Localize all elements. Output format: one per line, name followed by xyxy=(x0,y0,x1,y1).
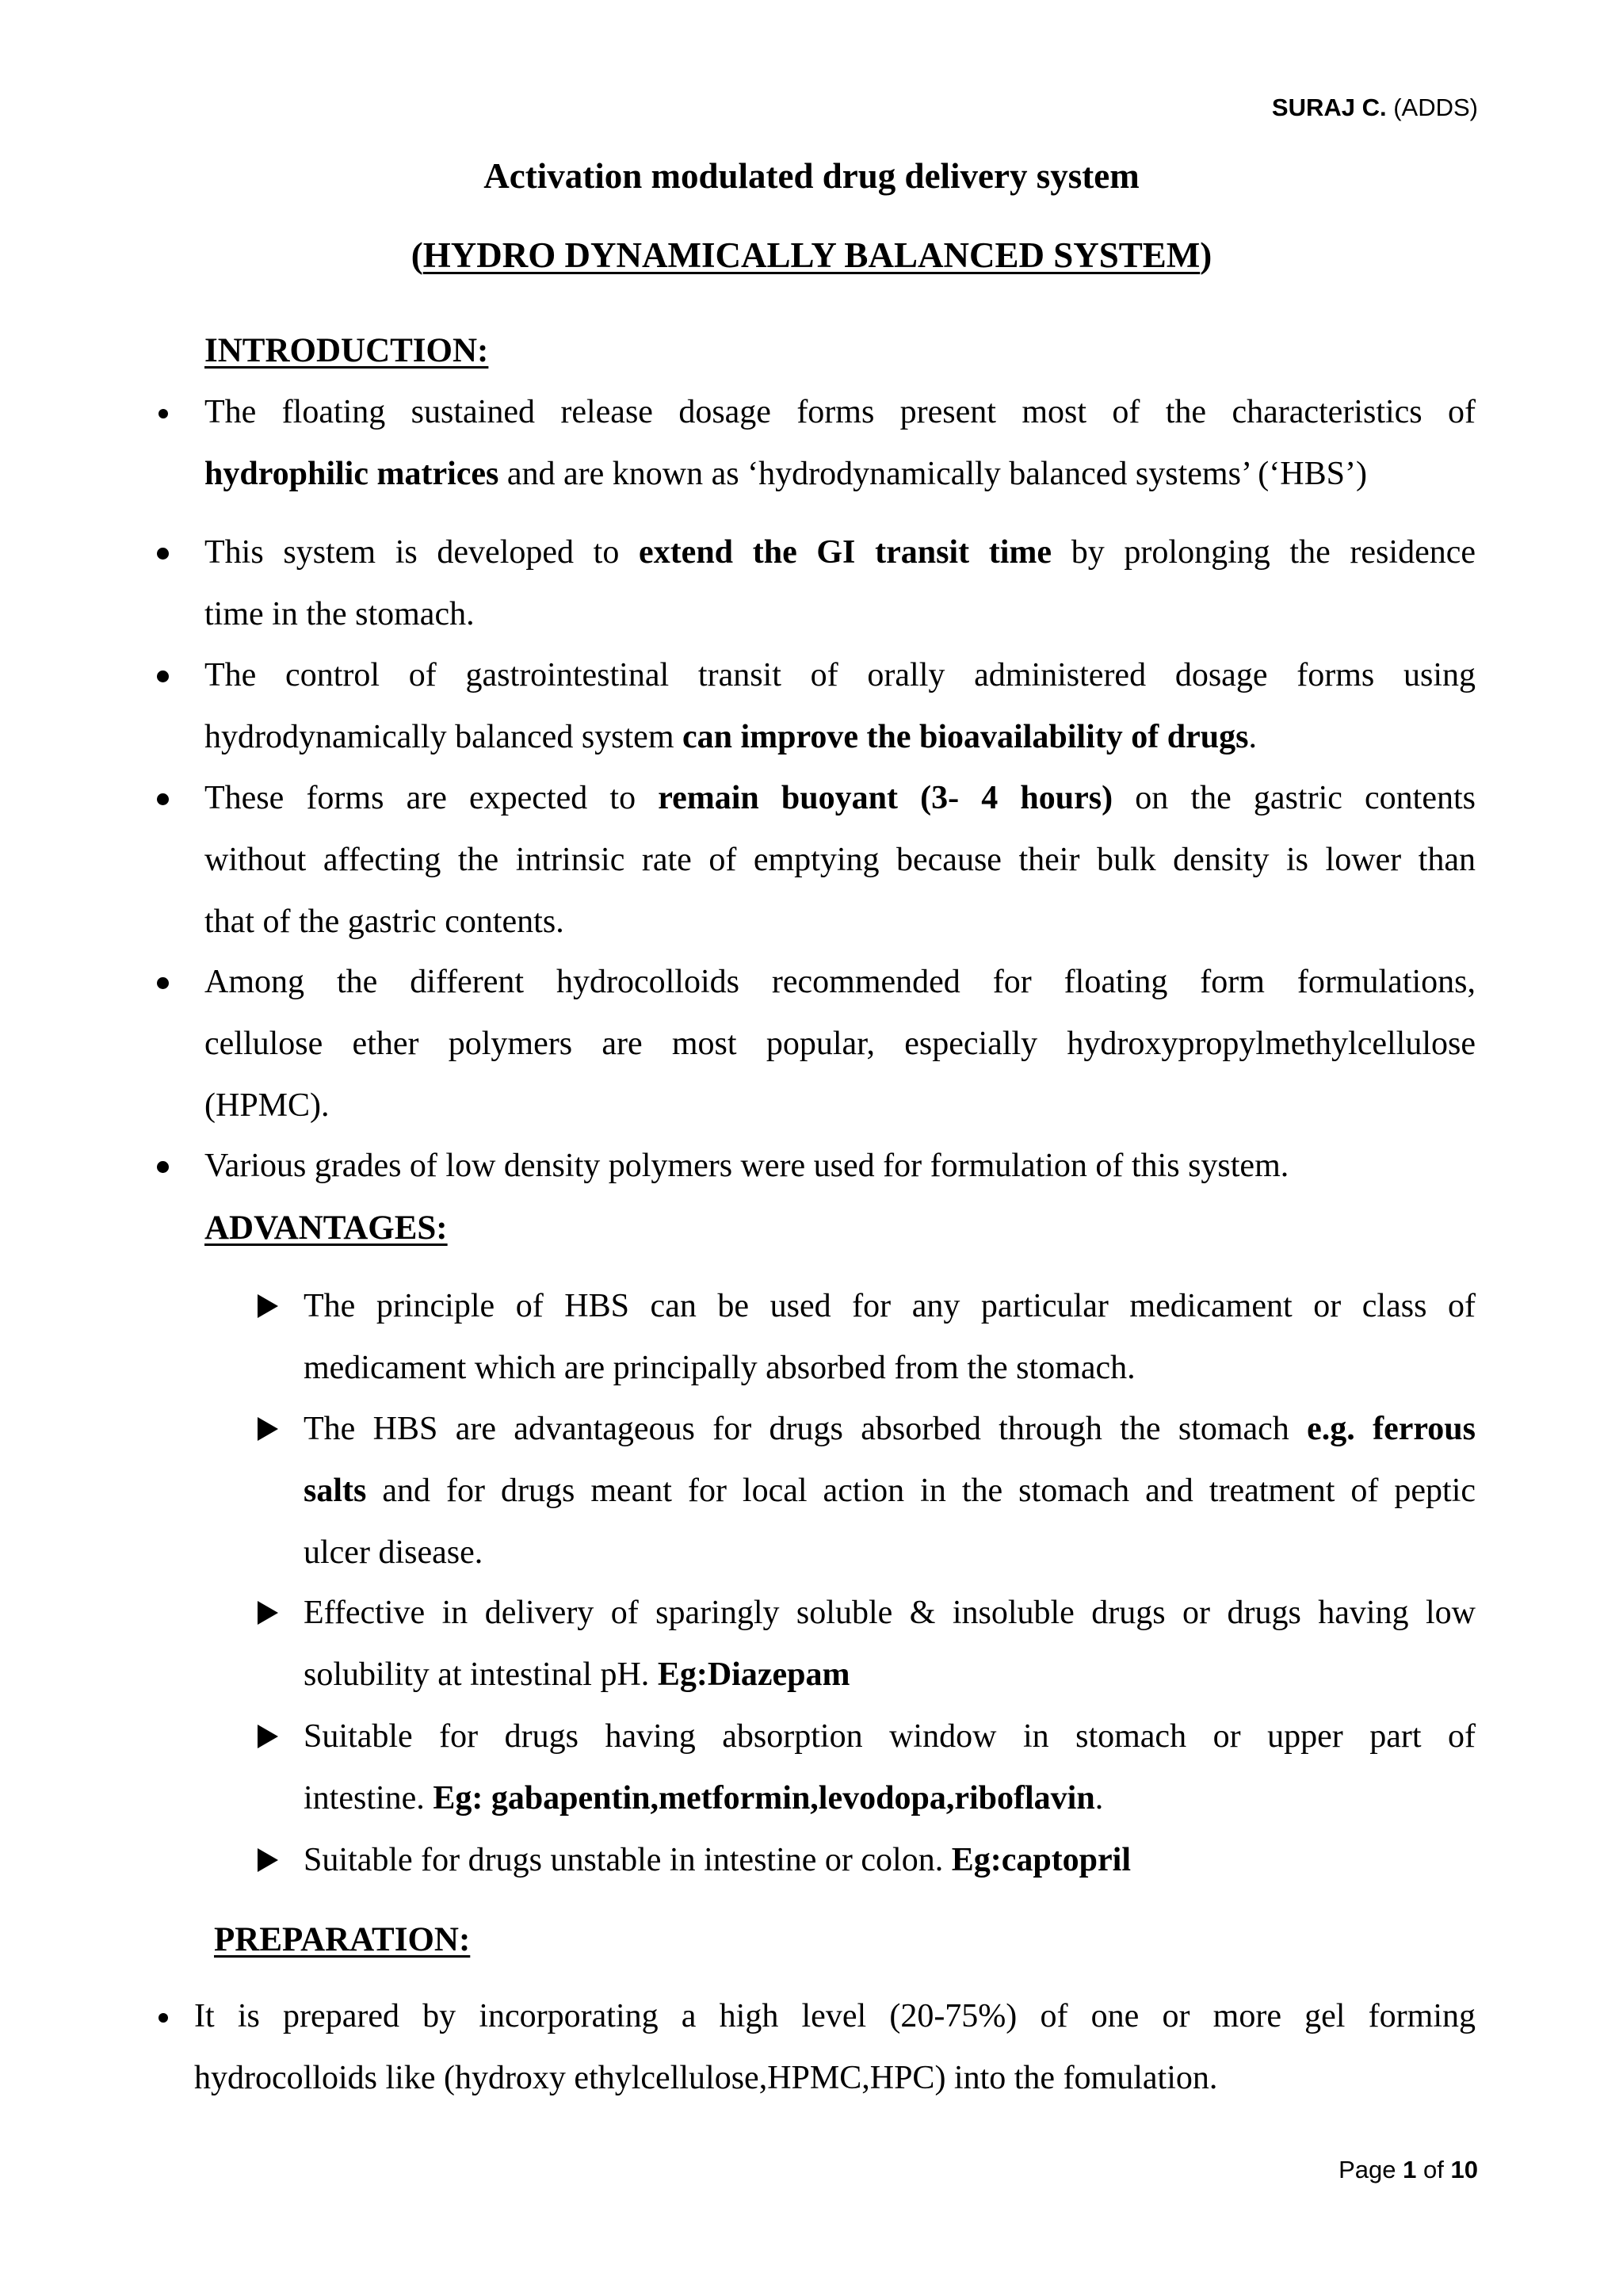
subtitle-open-paren: ( xyxy=(411,235,423,275)
bullet-line xyxy=(204,443,1476,505)
page-of: of xyxy=(1423,2156,1444,2183)
intro-bullet-3 xyxy=(204,644,1476,768)
bullet-text: by prolonging the residence xyxy=(1052,534,1476,571)
bullet-line: Among the different hydrocolloids recommended for floating form formulations, xyxy=(204,964,1476,1000)
bullet-line: time in the stomach. xyxy=(204,596,475,632)
introduction-heading: INTRODUCTION: xyxy=(204,332,489,369)
bullet-text: . xyxy=(1248,719,1257,755)
bold-term: hydrophilic matrices xyxy=(204,456,499,492)
bullet-line: that of the gastric contents. xyxy=(204,904,564,940)
bullet-text: . xyxy=(1094,1780,1104,1817)
bullet-line xyxy=(204,767,1476,829)
document-title: Activation modulated drug delivery system xyxy=(483,156,1140,196)
bullet-text: solubility at intestinal pH. xyxy=(304,1656,658,1693)
bullet-dot-icon xyxy=(157,793,169,805)
bold-term: e.g. ferrous xyxy=(1307,1411,1476,1447)
bullet-line: The control of gastrointestinal transit of orally administered dosage forms using xyxy=(204,657,1476,693)
bold-term: extend the GI transit time xyxy=(639,534,1052,571)
bullet-text: These forms are expected to xyxy=(204,780,659,816)
document-subtitle xyxy=(0,235,1623,276)
advantages-heading: ADVANTAGES: xyxy=(204,1209,448,1247)
advantage-item-4 xyxy=(304,1706,1476,1829)
bullet-dot-icon xyxy=(157,670,169,682)
bold-term: remain buoyant (3- 4 hours) xyxy=(658,780,1113,816)
bullet-line: ulcer disease. xyxy=(304,1534,483,1571)
bullet-line: (HPMC). xyxy=(204,1087,330,1124)
bullet-line: hydrocolloids like (hydroxy ethylcellulose,HPMC,HPC) into the fomulation. xyxy=(194,2060,1218,2096)
arrow-bullet-icon xyxy=(258,1725,278,1748)
bullet-text: This system is developed to xyxy=(204,534,640,571)
author-name: SURAJ C. xyxy=(1271,94,1387,121)
intro-bullet-2 xyxy=(204,521,1476,645)
advantage-item-1 xyxy=(304,1275,1476,1399)
bullet-line: medicament which are principally absorbed from the stomach. xyxy=(304,1350,1136,1386)
bold-term: Eg:captopril xyxy=(951,1842,1132,1878)
bullet-line xyxy=(304,1460,1476,1522)
bullet-line xyxy=(304,1398,1476,1460)
bullet-dot-icon xyxy=(157,1161,169,1173)
advantage-item-2 xyxy=(304,1398,1476,1584)
bullet-text: intestine. xyxy=(304,1780,433,1817)
arrow-bullet-icon xyxy=(258,1417,278,1441)
bold-term: salts xyxy=(304,1473,367,1509)
bullet-dot-icon xyxy=(158,2013,168,2023)
page-header-author xyxy=(1272,94,1478,122)
bullet-line: cellulose ether polymers are most popular, especially hydroxypropylmethylcellulose xyxy=(204,1026,1476,1062)
page-current: 1 xyxy=(1403,2156,1417,2183)
page-label: Page xyxy=(1338,2156,1396,2183)
bullet-line xyxy=(304,1644,1476,1706)
bullet-text: Suitable for drugs unstable in intestine or colon. xyxy=(304,1842,952,1878)
subtitle-text: HYDRO DYNAMICALLY BALANCED SYSTEM xyxy=(422,235,1201,275)
bold-term: can improve the bioavailability of drugs xyxy=(682,719,1249,755)
bullet-line: Suitable for drugs having absorption window in stomach or upper part of xyxy=(304,1718,1476,1755)
bullet-text: hydrodynamically balanced system xyxy=(204,719,682,755)
bullet-line: Effective in delivery of sparingly soluble & insoluble drugs or drugs having low xyxy=(304,1595,1476,1631)
subtitle-close-paren: ) xyxy=(1200,235,1212,275)
bullet-dot-icon xyxy=(157,977,169,989)
bullet-line: The principle of HBS can be used for any particular medicament or class of xyxy=(304,1288,1476,1324)
preparation-bullet-1 xyxy=(194,1985,1476,2109)
intro-bullet-1 xyxy=(204,381,1476,505)
page-total: 10 xyxy=(1450,2156,1478,2183)
arrow-bullet-icon xyxy=(258,1294,278,1318)
advantage-item-5 xyxy=(304,1829,1476,1891)
bullet-line xyxy=(304,1767,1476,1829)
bullet-dot-icon xyxy=(158,409,168,418)
bullet-line: It is prepared by incorporating a high level (20-75%) of one or more gel forming xyxy=(194,1998,1476,2034)
bullet-line: Various grades of low density polymers were used for formulation of this system. xyxy=(204,1148,1289,1184)
bullet-text: and for drugs meant for local action in the stomach and treatment of peptic xyxy=(366,1473,1476,1509)
bullet-line xyxy=(204,521,1476,583)
bullet-text: The HBS are advantageous for drugs absorbed through the stomach xyxy=(304,1411,1308,1447)
intro-bullet-4 xyxy=(204,767,1476,953)
advantage-item-3 xyxy=(304,1582,1476,1706)
intro-bullet-5 xyxy=(204,951,1476,1137)
bullet-line xyxy=(304,1829,1476,1891)
page-footer xyxy=(1338,2156,1478,2184)
arrow-bullet-icon xyxy=(258,1848,278,1872)
arrow-bullet-icon xyxy=(258,1601,278,1625)
bullet-line: without affecting the intrinsic rate of emptying because their bulk density is lower than xyxy=(204,842,1476,878)
bold-term: Eg:Diazepam xyxy=(657,1656,850,1693)
bullet-dot-icon xyxy=(157,548,169,560)
bullet-text: on the gastric contents xyxy=(1113,780,1476,816)
bullet-line xyxy=(204,706,1476,768)
intro-bullet-6 xyxy=(204,1135,1476,1197)
bullet-line: The floating sustained release dosage forms present most of the characteristics of xyxy=(204,394,1476,430)
bold-term: Eg: gabapentin,metformin,levodopa,riboflavin xyxy=(433,1780,1095,1817)
bullet-text: and are known as ‘hydrodynamically balanced systems’ (‘HBS’) xyxy=(498,456,1367,492)
preparation-heading: PREPARATION: xyxy=(214,1921,471,1958)
author-affiliation: (ADDS) xyxy=(1393,94,1478,121)
